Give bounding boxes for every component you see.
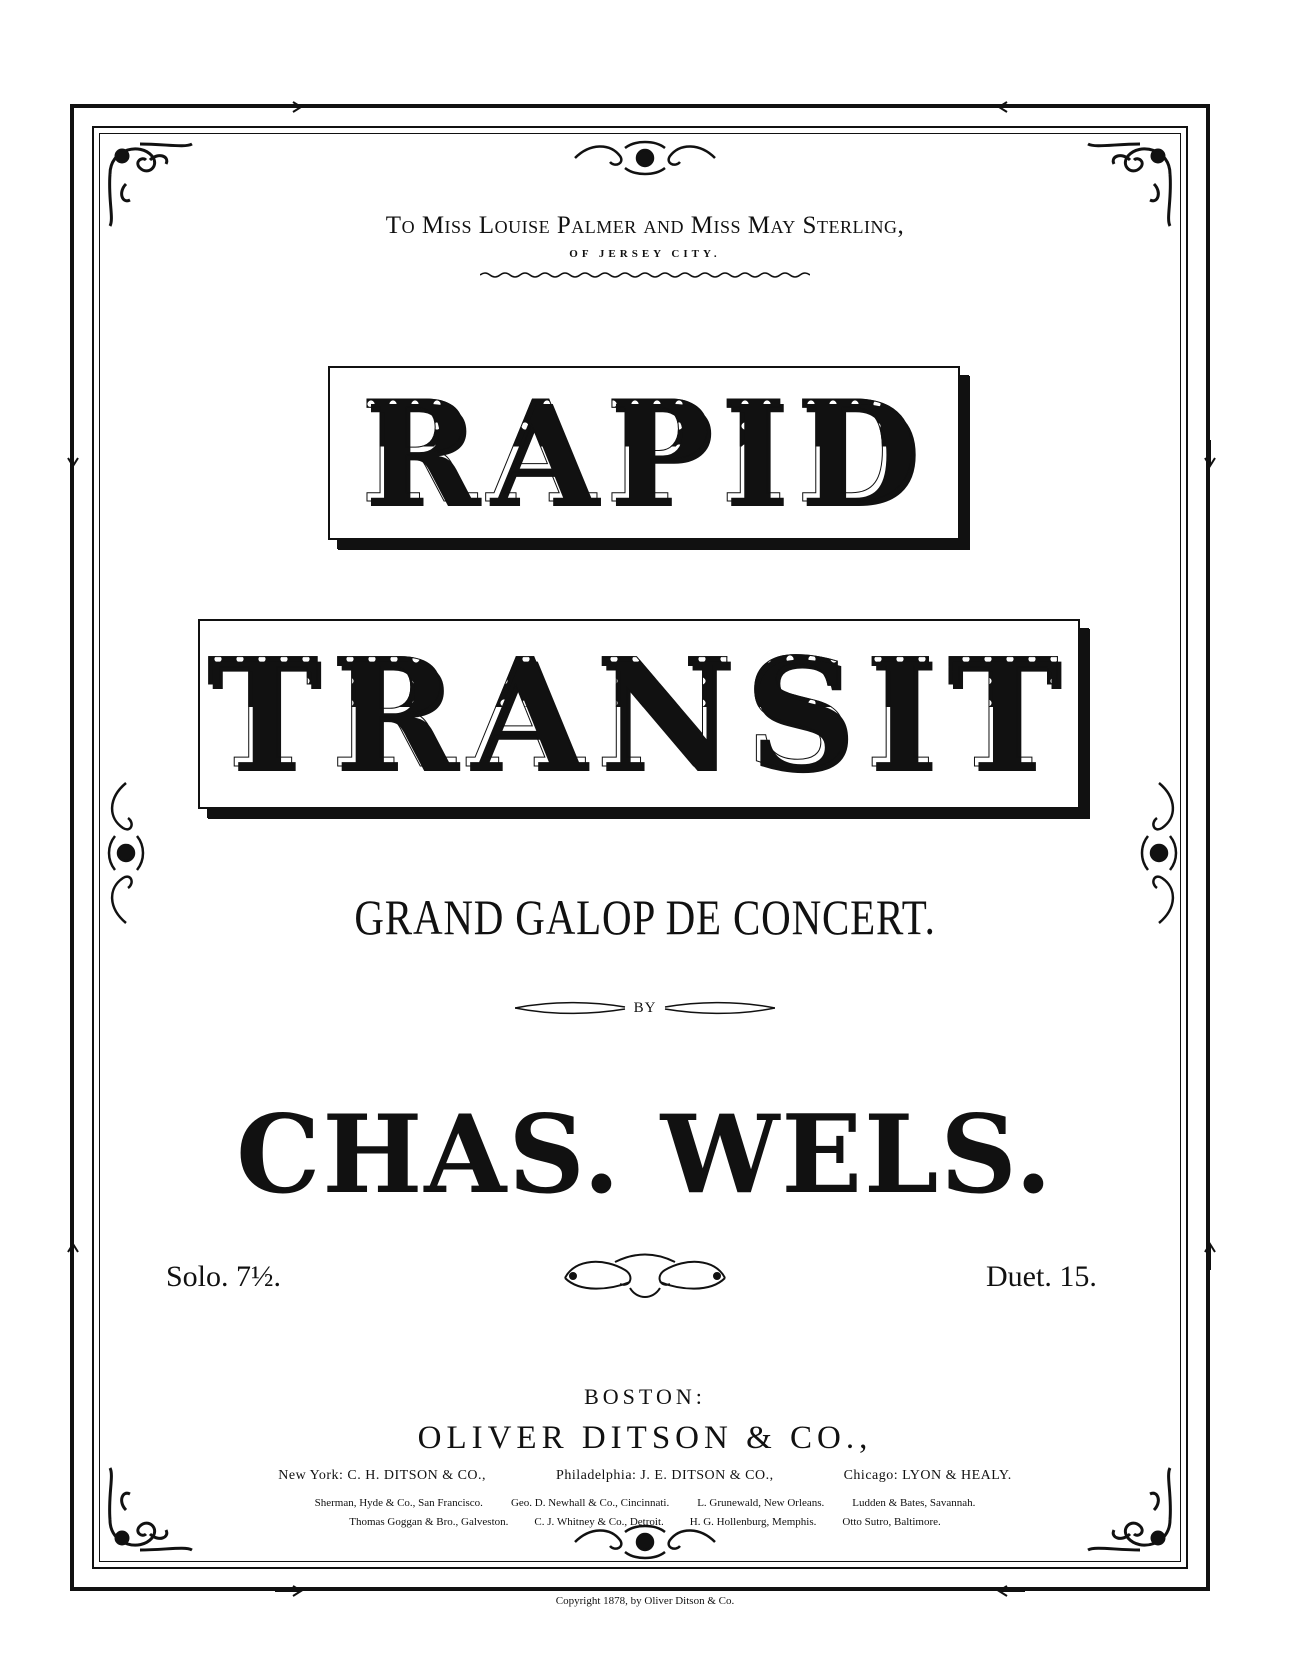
agent-savannah: Ludden & Bates, Savannah.: [852, 1497, 976, 1509]
inner-border-fine: [99, 133, 1181, 1562]
publisher-name: OLIVER DITSON & CO.,: [417, 1420, 873, 1456]
solo-price: Solo. 7½.: [166, 1260, 282, 1293]
agent-cincinnati: Geo. D. Newhall & Co., Cincinnati.: [510, 1497, 670, 1509]
dedication-city: OF JERSEY CITY.: [569, 248, 721, 260]
top-center-ornament: [570, 138, 720, 178]
agent-new-york: New York: C. H. DITSON & CO.,: [278, 1468, 487, 1483]
publisher-city: BOSTON:: [584, 1384, 706, 1409]
duet-price: Duet. 15.: [986, 1260, 1097, 1293]
agents-row-3: [0, 1516, 1290, 1528]
bottom-center-ornament: [570, 1522, 720, 1562]
composer-name: CHAS. WELS.: [236, 1092, 1054, 1218]
title-box-transit: [198, 619, 1080, 809]
title-word-rapid-text: RAPID: [360, 371, 928, 535]
by-label: BY: [633, 1000, 657, 1016]
agents-row-1: [0, 1468, 1290, 1484]
copyright-notice: Copyright 1878, by Oliver Ditson & Co.: [555, 1595, 735, 1607]
agents-row-2: [0, 1497, 1290, 1509]
agent-san-francisco: Sherman, Hyde & Co., San Francisco.: [314, 1497, 483, 1509]
border-tick: [66, 1240, 80, 1270]
title-word-transit: [200, 621, 1078, 807]
agent-memphis: H. G. Hollenburg, Memphis.: [689, 1516, 817, 1528]
border-tick: [995, 100, 1025, 114]
agent-galveston: Thomas Goggan & Bro., Galveston.: [349, 1516, 509, 1528]
border-tick: [1203, 440, 1217, 470]
title-word-rapid: [330, 368, 958, 538]
border-tick: [275, 100, 305, 114]
agent-baltimore: Otto Sutro, Baltimore.: [842, 1516, 941, 1528]
dedication: To Miss Louise Palmer and Miss May Sterling,: [385, 212, 905, 239]
title-word-transit-text: TRANSIT: [207, 626, 1071, 802]
agent-new-orleans: L. Grunewald, New Orleans.: [697, 1497, 825, 1509]
subtitle: GRAND GALOP DE CONCERT.: [354, 889, 936, 945]
border-tick: [1203, 1240, 1217, 1270]
flourish-ornament: [555, 1248, 735, 1308]
border-tick: [66, 440, 80, 470]
title-box-rapid: [328, 366, 960, 540]
agent-chicago: Chicago: LYON & HEALY.: [843, 1468, 1012, 1483]
wavy-divider: [480, 270, 810, 280]
agent-philadelphia: Philadelphia: J. E. DITSON & CO.,: [556, 1468, 774, 1483]
agent-detroit: C. J. Whitney & Co., Detroit.: [534, 1516, 664, 1528]
